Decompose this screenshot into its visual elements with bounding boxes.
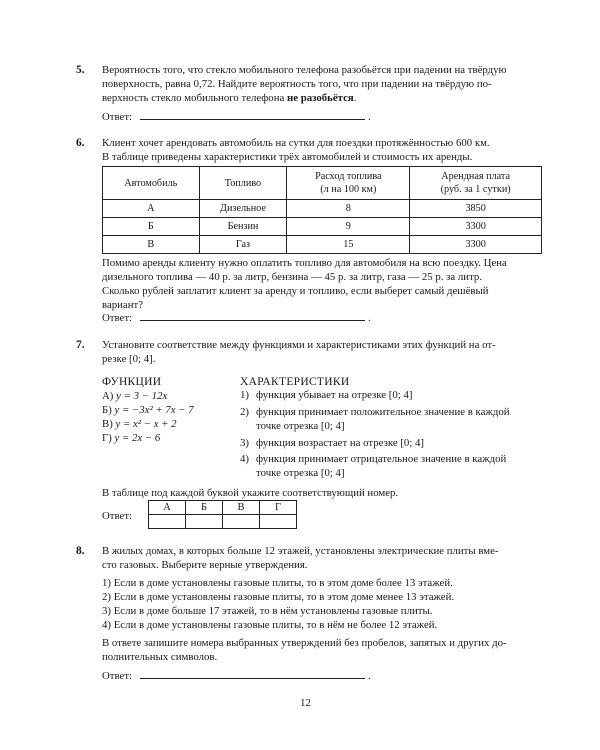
q7-number: 7.	[76, 339, 85, 351]
grid-answer-cell[interactable]	[223, 515, 260, 529]
table-cell: А	[103, 200, 200, 218]
q7-text	[102, 338, 547, 366]
table-cell: Газ	[199, 236, 287, 254]
table-cell: В	[103, 236, 200, 254]
q7-answer-label: Ответ:	[102, 510, 133, 522]
table-cell: 3300	[410, 218, 542, 236]
q6-answer-field[interactable]	[140, 311, 365, 321]
grid-letter: В	[223, 501, 260, 515]
statement: 4) Если в доме установлены газовые плиты, то в нём не более 12 этажей.	[102, 619, 438, 631]
q6-line-1: Клиент хочет арендовать автомобиль на сутки для поездки протяжённостью 600 км.	[102, 137, 490, 149]
table-row	[103, 218, 542, 236]
grid-answer-cell[interactable]	[260, 515, 297, 529]
q8-line-1: В жилых домах, в которых больше 12 этажей, установлены электрические плиты вме-	[102, 545, 499, 557]
grid-letter: А	[149, 501, 186, 515]
page-number: 12	[300, 697, 311, 709]
q5-line-2: поверхность, равна 0,72. Найдите вероятность того, что при падении на твёрдую по-	[102, 78, 492, 90]
q6-followup-line: Сколько рублей заплатит клиент за аренду и топливо, если выберет самый дешёвый	[102, 285, 489, 297]
header-car: Автомобиль	[103, 167, 200, 200]
q8-answer-field[interactable]	[140, 669, 365, 679]
q5-answer-label: Ответ:	[102, 111, 133, 123]
characteristics-heading: ХАРАКТЕРИСТИКИ	[240, 376, 350, 388]
q6-followup-line: вариант?	[102, 299, 144, 311]
q8-text	[102, 544, 547, 572]
q6-number: 6.	[76, 137, 85, 149]
functions-heading: ФУНКЦИИ	[102, 376, 162, 388]
header-fuel: Топливо	[199, 167, 287, 200]
q8-number: 8.	[76, 545, 85, 557]
grid-letters-row	[149, 501, 297, 515]
q6-followup	[102, 256, 547, 312]
table-cell: 8	[287, 200, 410, 218]
header-rent: Арендная плата (руб. за 1 сутки)	[410, 167, 542, 200]
q7-instruction: В таблице под каждой буквой укажите соответствующий номер.	[102, 487, 399, 499]
grid-answers-row	[149, 515, 297, 529]
q8-answer: Ответ: .	[102, 670, 371, 682]
statement: 1) Если в доме установлены газовые плиты, то в этом доме более 13 этажей.	[102, 577, 453, 589]
table-cell: 9	[287, 218, 410, 236]
grid-letter: Г	[260, 501, 297, 515]
function-item-v: В) y = x² − x + 2	[102, 418, 177, 430]
table-cell: 15	[287, 236, 410, 254]
q6-followup-line: дизельного топлива — 40 р. за литр, бензина — 45 р. за литр, газа — 25 р. за литр.	[102, 271, 483, 283]
answer-grid	[148, 500, 297, 529]
q6-followup-line: Помимо аренды клиенту нужно оплатить топливо для автомобиля на всю поездку. Цена	[102, 257, 507, 269]
q7-line-1: Установите соответствие между функциями и характеристиками этих функций на от-	[102, 339, 496, 351]
grid-letter: Б	[186, 501, 223, 515]
q6-text	[102, 136, 547, 164]
q5-line-3: верхность стекло мобильного телефона не разобьётся.	[102, 92, 357, 104]
function-item-a: А) y = 3 − 12x	[102, 390, 168, 402]
workbook-page: 5. Вероятность того, что стекло мобильного телефона разобьётся при падении на твёрдую поверхность, равна 0,72. Найдите вероятность того, что при падении на твёрдую по- верхность стекло мобильного телефона не разобьётся. Ответ: . 6. Клиент хочет арендовать автомобиль на сутки для поездки протяжённостью 600 км. В таблице приведены характеристики трёх автомобилей и стоимость их аренды. Автомобиль Топливо Расход топлива (л на 100 км) Арендная плата (руб. за 1 сутки) А Дизельное 8 3850 Б Бензин 9 3300 В Газ 15 3300 Помимо аренды клиенту нужно оплатить топливо для автомобиля на всю поездку. Цена дизельного топлива — 40 р. за литр, бензина — 45 р. за литр, газа — 25 р. за литр. Сколько рублей заплатит клиент за аренду и топливо, если выберет самый дешёвый вариант? Ответ: . 7. Установите соответствие между функциями и характеристиками этих функций на от- резке [0; 4]. ФУНКЦИИ ХАРАКТЕРИСТИКИ А) y = 3 − 12x Б) y = −3x² + 7x − 7 В) y = x² − x + 2 Г) y = 2x − 6 1) функция убывает на отрезке [0; 4] 2) функция принимает положительное значение в каждой точке отрезка [0; 4] 3) функция возрастает на отрезке [0; 4] 4) функция принимает отрицательное значение в каждой точке отрезка [0; 4] В таблице под каждой буквой укажите соответствующий номер. Ответ: А Б В Г 8. В жилых домах, в которых больше 12 этажей, установлены электрические плиты вме- сто газовых. Выберите верные утверждения. 1) Если в доме установлены газовые плиты, то в этом доме более 13 этажей. 2) Если в доме установлены газовые плиты, то в этом доме менее 13 этажей. 3) Если в доме больше 17 этажей, то в нём установлены газовые плиты. 4) Если в доме установлены газовые плиты, то в нём не более 12 этажей. В ответе запишите номера выбранных утверждений без пробелов, запятых и других до- полнительных символов. Ответ: . 12	[0, 0, 600, 750]
q5-answer-field[interactable]	[140, 110, 365, 120]
table-cell: 3300	[410, 236, 542, 254]
statement: 2) Если в доме установлены газовые плиты, то в этом доме менее 13 этажей.	[102, 591, 455, 603]
statement: 3) Если в доме больше 17 этажей, то в нём установлены газовые плиты.	[102, 605, 433, 617]
table-row	[103, 200, 542, 218]
q8-line-2: сто газовых. Выберите верные утверждения.	[102, 559, 308, 571]
q6-answer-label: Ответ:	[102, 312, 133, 324]
header-consumption: Расход топлива (л на 100 км)	[287, 167, 410, 200]
q5-answer: Ответ: .	[102, 111, 371, 123]
grid-answer-cell[interactable]	[186, 515, 223, 529]
car-rental-table	[102, 166, 542, 254]
q6-line-2: В таблице приведены характеристики трёх автомобилей и стоимость их аренды.	[102, 151, 473, 163]
table-header-row	[103, 167, 542, 200]
q7-line-2: резке [0; 4].	[102, 353, 156, 365]
q6-answer: Ответ: .	[102, 312, 371, 324]
table-cell: Дизельное	[199, 200, 287, 218]
function-item-b: Б) y = −3x² + 7x − 7	[102, 404, 194, 416]
q5-line-1: Вероятность того, что стекло мобильного телефона разобьётся при падении на твёрдую	[102, 64, 507, 76]
function-item-g: Г) y = 2x − 6	[102, 432, 161, 444]
q5-text	[102, 63, 547, 105]
q8-answer-label: Ответ:	[102, 670, 133, 682]
table-cell: Б	[103, 218, 200, 236]
q5-emphasis: не разобьётся	[286, 92, 354, 104]
q5-number: 5.	[76, 64, 85, 76]
table-row	[103, 236, 542, 254]
q8-instruction: В ответе запишите номера выбранных утверждений без пробелов, запятых и других до- полнительных символов.	[102, 637, 507, 663]
table-cell: 3850	[410, 200, 542, 218]
grid-answer-cell[interactable]	[149, 515, 186, 529]
table-cell: Бензин	[199, 218, 287, 236]
q8-statements	[102, 576, 547, 632]
